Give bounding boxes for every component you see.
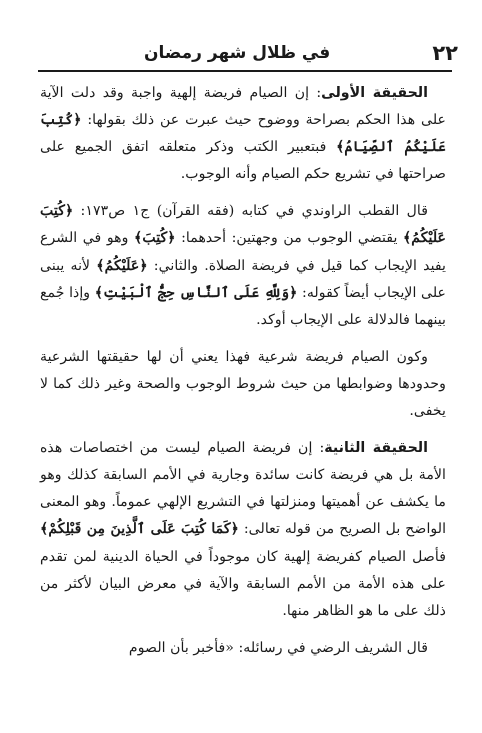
paragraph-legal-nature [40,344,446,425]
quran-verse: ﴿كُتِبَ عَلَيْكُمُ﴾ [40,203,446,247]
page-header [30,40,458,66]
text-run: : إن فريضة الصيام ليست من اختصاصات هذه الأمة بل هي فريضة كانت سائدة وجارية في الأمم السابقة كذلك وهو ما يكشف عن أهميتها ومنزلتها في التشريع الإلهي عموماً. وهو المعنى الواضح بل الصريح من قوله تعالى: [40,440,447,538]
body-text [40,80,446,662]
text-run: وهو في الشرع يفيد الإيجاب كما قيل في فريضة الصلاة. والثاني: [40,230,446,274]
quran-verse: ﴿كُتِبَ﴾ [134,230,176,247]
quran-verse: ﴿كَمَا كُتِبَ عَلَى ٱلَّذِينَ مِن قَبْلِكُمْ﴾ [40,521,239,538]
text-run: يقتضي الوجوب من وجهتين: أحدهما: [175,230,403,247]
paragraph-second-fact [40,435,446,625]
quran-verse: ﴿عَلَيْكُمُ﴾ [96,257,148,274]
paragraph-sharif-radi [40,635,446,662]
paragraph-first-fact [40,80,446,188]
paragraph-rawandi-quote [40,198,446,333]
quran-verse: ﴿كُتِبَ عَلَيْكُمُ ٱلصِّيَامُ﴾ [40,112,446,156]
text-run: وكون الصيام فريضة شرعية فهذا يعني أن لها حقيقتها الشرعية وحدودها وضوابطها من حيث شروط الوجوب والصحة وغير ذلك كما لا يخفى. [40,348,446,420]
text-run: وإذا جُمع بينهما فالدلالة على الإيجاب أوكد. [40,284,446,328]
text-run: قال الشريف الرضي في رسائله: «فأخبر بأن الصوم [128,639,428,656]
quran-verse: ﴿وَلِلَّهِ عَلَى ٱلنَّاسِ حِجُّ ٱلْبَيْتِ﴾ [94,284,298,301]
text-run: فأصل الصيام كفريضة إلهية كان موجوداً في الحياة الدينية لمن تقدم على هذه الأمة من الأمم السابقة والآية في معرض البيان لأكثر من ذلك على ما هو الظاهر منها. [40,548,446,619]
running-title: في ظلال شهر رمضان [144,43,331,63]
section-term: الحقيقة الأولى [321,85,428,101]
header-rule [38,70,452,72]
text-run: فبتعبير الكتب وذكر متعلقه اتفق الجميع على صراحتها في تشريع حكم الصيام وأنه الوجوب. [40,139,446,183]
page-number: ٢٢ [432,41,458,65]
text-run: قال القطب الراوندي في كتابه (فقه القرآن) ج١ ص١٧٣: [73,203,428,220]
text-run: : إن الصيام فريضة إلهية واجبة وقد دلت الآية على هذا الحكم بصراحة ووضوح حيث عبرت عن ذلك بقولها: [40,85,446,129]
section-term: الحقيقة الثانية [324,440,428,457]
text-run: لأنه يبنى على الإيجاب أيضاً كقوله: [40,257,446,301]
